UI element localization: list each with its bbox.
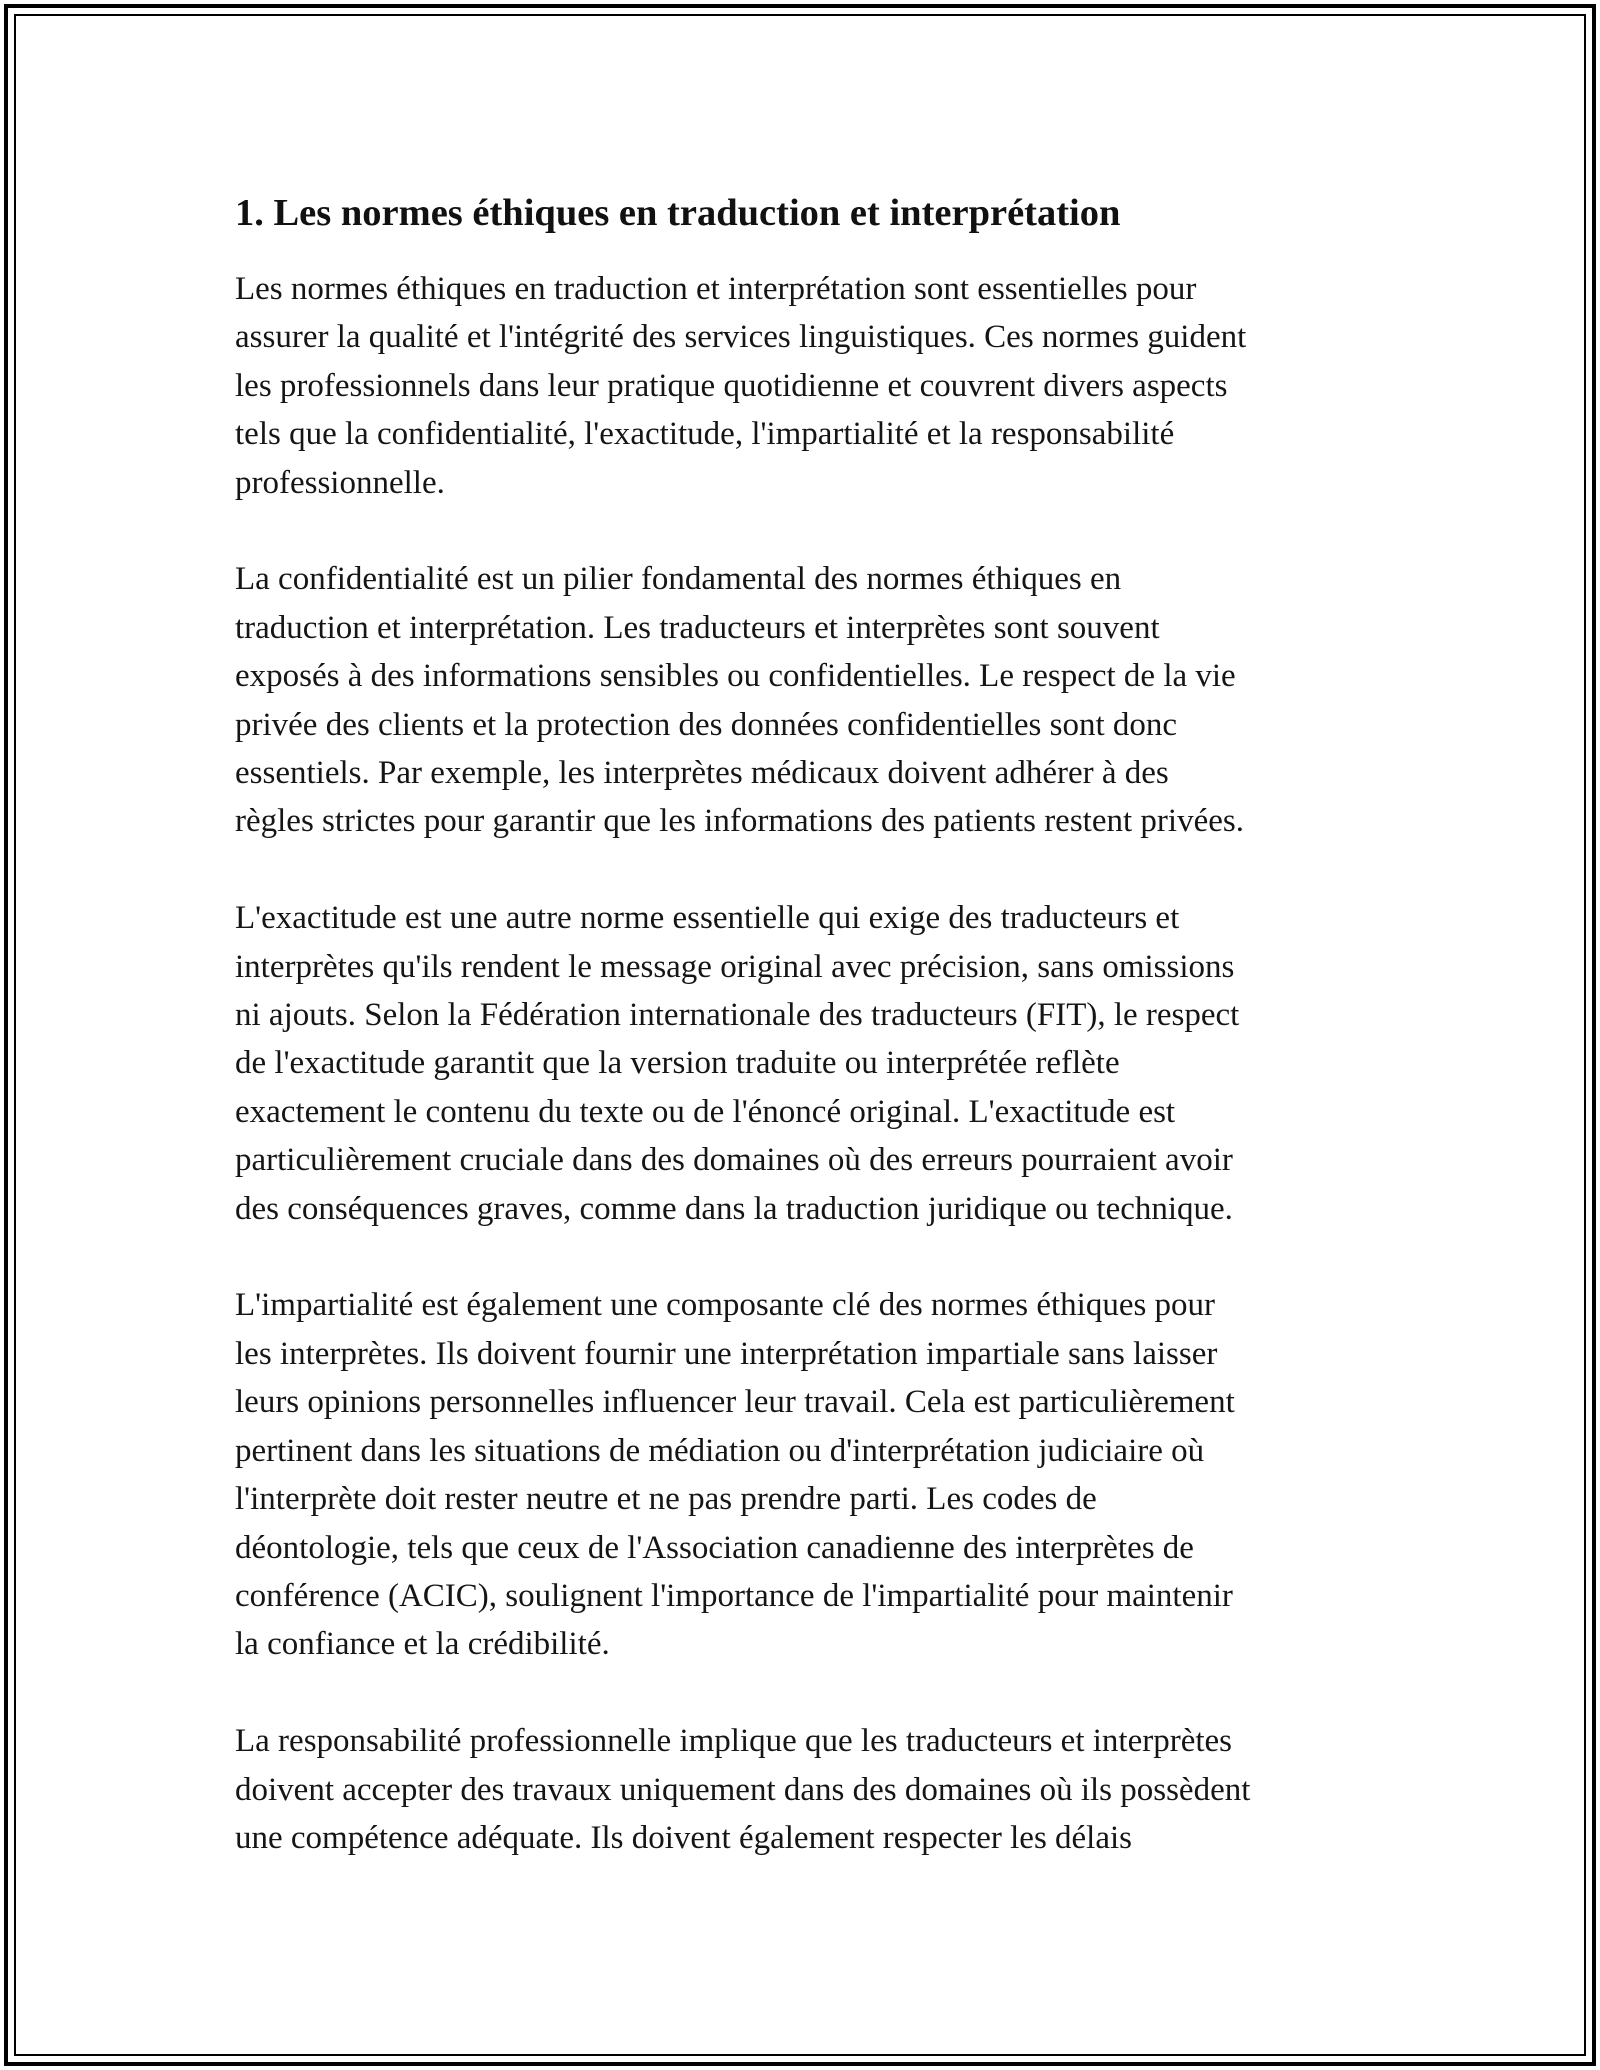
paragraph-confidentiality: [235, 555, 1375, 845]
text-line: tels que la confidentialité, l'exactitude, l'impartialité et la responsabilité: [235, 416, 1175, 453]
text-line: interprètes qu'ils rendent le message original avec précision, sans omissions: [235, 948, 1235, 985]
text-line: leurs opinions personnelles influencer leur travail. Cela est particulièrement: [235, 1384, 1235, 1421]
text-line: privée des clients et la protection des données confidentielles sont donc: [235, 706, 1178, 743]
text-line: La responsabilité professionnelle implique que les traducteurs et interprètes: [235, 1723, 1233, 1760]
text-line: Les normes éthiques en traduction et interprétation sont essentielles pour: [235, 271, 1197, 307]
text-line: professionnelle.: [235, 464, 445, 501]
text-line: traduction et interprétation. Les traducteurs et interprètes sont souvent: [235, 609, 1160, 646]
text-line: déontologie, tels que ceux de l'Association canadienne des interprètes de: [235, 1529, 1194, 1566]
text-line: des conséquences graves, comme dans la traduction juridique ou technique.: [235, 1190, 1233, 1227]
paragraph-responsibility: [235, 1717, 1375, 1862]
paragraph-accuracy: [235, 894, 1375, 1233]
text-line: les professionnels dans leur pratique quotidienne et couvrent divers aspects: [235, 367, 1228, 404]
text-line: une compétence adéquate. Ils doivent également respecter les délais: [235, 1819, 1133, 1856]
paragraph-impartiality: [235, 1281, 1375, 1668]
text-line: la confiance et la crédibilité.: [235, 1626, 610, 1663]
text-line: les interprètes. Ils doivent fournir une interprétation impartiale sans laisser: [235, 1335, 1218, 1372]
text-line: particulièrement cruciale dans des domaines où des erreurs pourraient avoir: [235, 1142, 1233, 1179]
text-line: L'impartialité est également une composante clé des normes éthiques pour: [235, 1287, 1216, 1324]
text-line: conférence (ACIC), soulignent l'importance de l'impartialité pour maintenir: [235, 1577, 1233, 1614]
text-line: ni ajouts. Selon la Fédération internationale des traducteurs (FIT), le respect: [235, 997, 1240, 1034]
text-line: L'exactitude est une autre norme essentielle qui exige des traducteurs et: [235, 900, 1180, 937]
text-line: La confidentialité est un pilier fondamental des normes éthiques en: [235, 561, 1122, 598]
text-line: essentiels. Par exemple, les interprètes médicaux doivent adhérer à des: [235, 755, 1169, 792]
text-line: pertinent dans les situations de médiation ou d'interprétation judiciaire où: [235, 1432, 1205, 1469]
text-line: doivent accepter des travaux uniquement dans des domaines où ils possèdent: [235, 1771, 1251, 1808]
text-line: exposés à des informations sensibles ou confidentielles. Le respect de la vie: [235, 658, 1236, 695]
text-line: l'interprète doit rester neutre et ne pas prendre parti. Les codes de: [235, 1481, 1097, 1518]
text-line: de l'exactitude garantit que la version traduite ou interprétée reflète: [235, 1045, 1120, 1082]
document-body: [235, 186, 1375, 1911]
text-line: exactement le contenu du texte ou de l'énoncé original. L'exactitude est: [235, 1093, 1176, 1130]
section-heading: 1. Les normes éthiques en traduction et interprétation: [235, 192, 1121, 234]
text-line: assurer la qualité et l'intégrité des services linguistiques. Ces normes guident: [235, 319, 1247, 356]
text-line: règles strictes pour garantir que les informations des patients restent privées.: [235, 803, 1244, 840]
paragraph-introduction: [235, 265, 1375, 507]
